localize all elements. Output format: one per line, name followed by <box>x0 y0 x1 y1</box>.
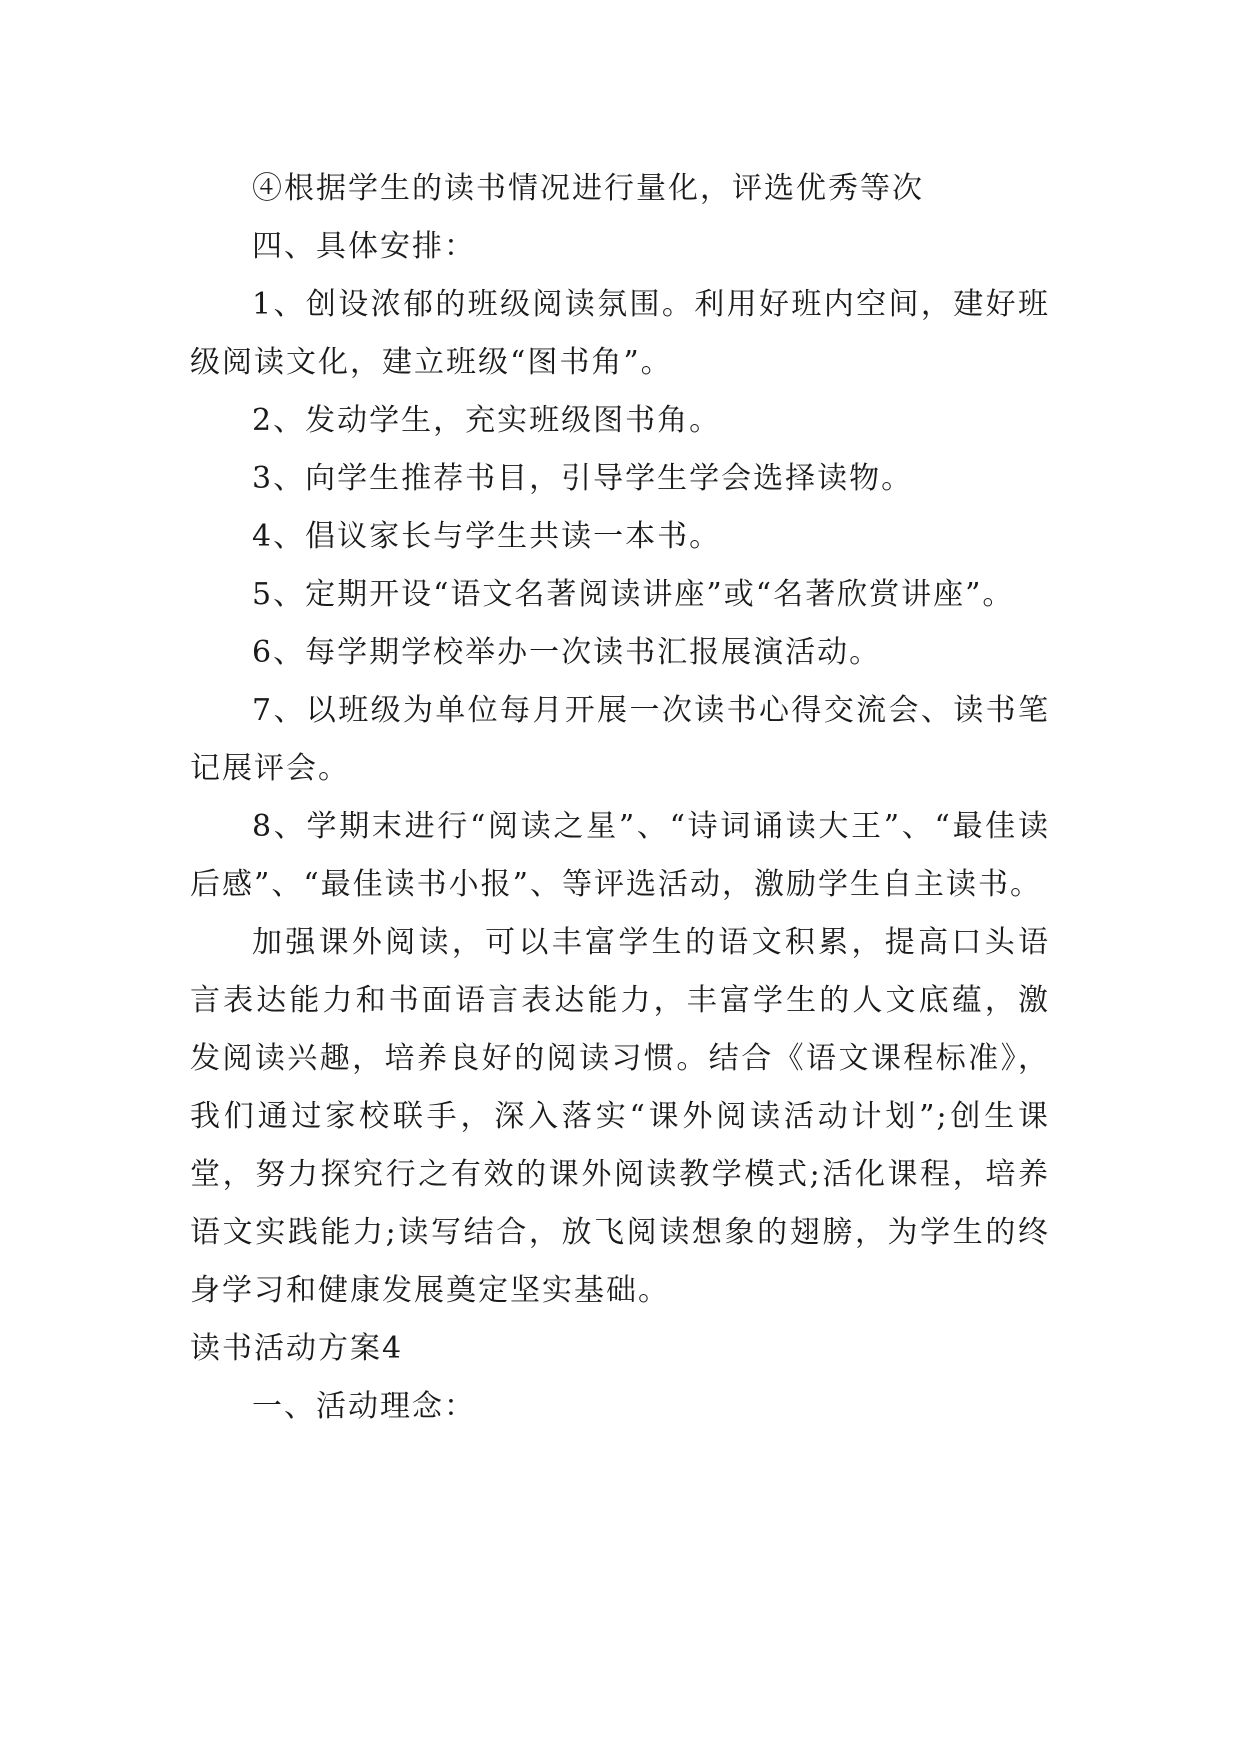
list-item-1: 1、创设浓郁的班级阅读氛围。利用好班内空间，建好班级阅读文化，建立班级“图书角”。 <box>190 287 1050 380</box>
section-heading-arrangement: 四、具体安排： <box>252 229 476 264</box>
list-item-3: 3、向学生推荐书目，引导学生学会选择读物。 <box>252 461 914 496</box>
list-item-7: 7、以班级为单位每月开展一次读书心得交流会、读书笔记展评会。 <box>190 693 1050 786</box>
list-item-2: 2、发动学生，充实班级图书角。 <box>252 403 722 438</box>
document-body <box>190 160 1050 1436</box>
summary-paragraph: 加强课外阅读，可以丰富学生的语文积累，提高口头语言表达能力和书面语言表达能力，丰富学生的人文底蕴，激发阅读兴趣，培养良好的阅读习惯。结合《语文课程标准》，我们通过家校联手，深入落实“课外阅读活动计划”;创生课堂，努力探究行之有效的课外阅读教学模式;活化课程，培养语文实践能力;读写结合，放飞阅读想象的翅膀，为学生的终身学习和健康发展奠定坚实基础。 <box>190 925 1050 1308</box>
list-item-4: 4、倡议家长与学生共读一本书。 <box>252 519 722 554</box>
plan-title: 读书活动方案4 <box>190 1331 404 1366</box>
list-item-6: 6、每学期学校举办一次读书汇报展演活动。 <box>252 635 882 670</box>
section-heading-concept: 一、活动理念： <box>252 1389 476 1424</box>
list-item-5: 5、定期开设“语文名著阅读讲座”或“名著欣赏讲座”。 <box>252 577 1015 612</box>
paragraph-item-4: ④根据学生的读书情况进行量化，评选优秀等次 <box>252 171 924 206</box>
list-item-8: 8、学期末进行“阅读之星”、“诗词诵读大王”、“最佳读后感”、“最佳读书小报”、等评选活动，激励学生自主读书。 <box>190 809 1050 902</box>
